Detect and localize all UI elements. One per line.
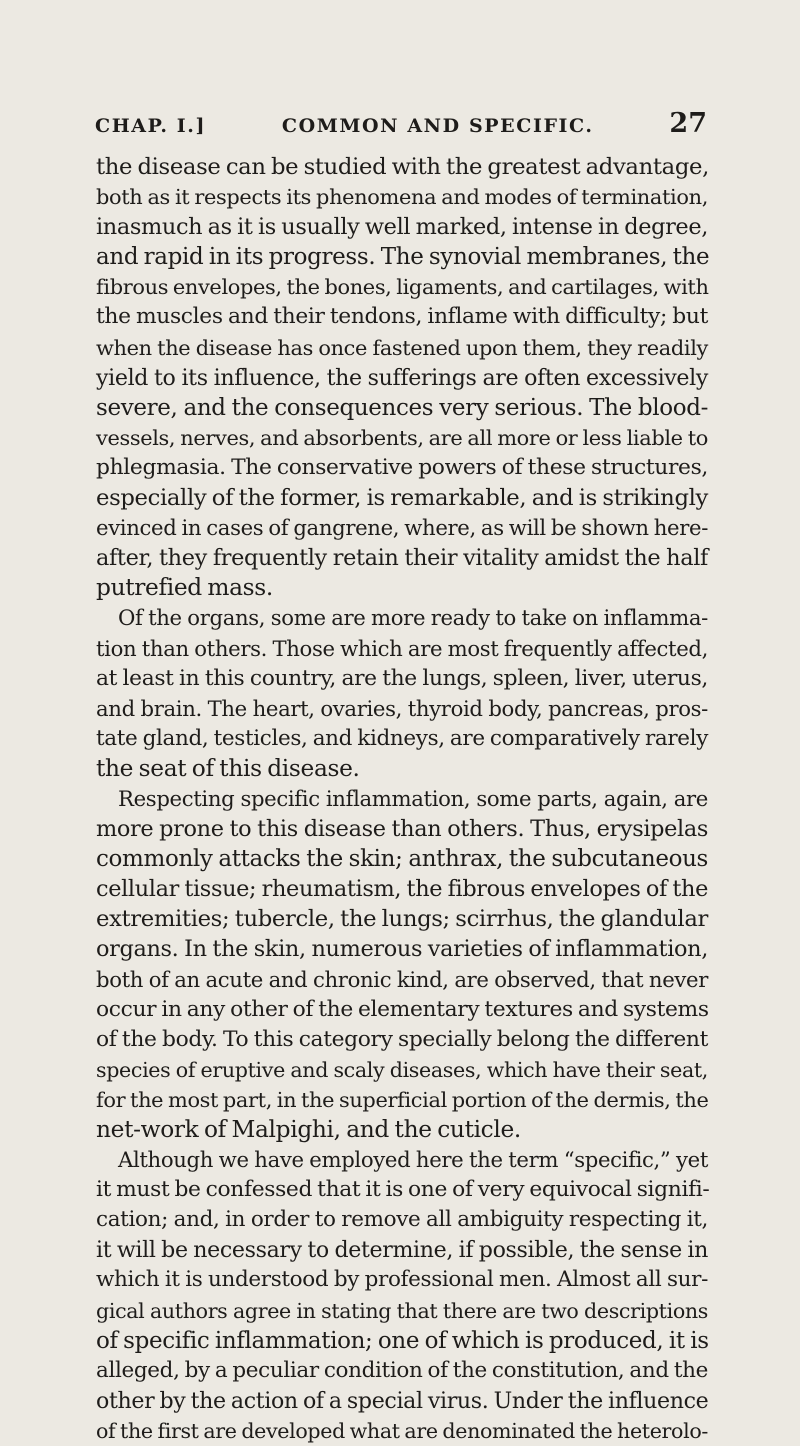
text-line: phlegmasia. The conservative powers of these structures, bbox=[96, 454, 708, 480]
text-line: after, they frequently retain their vitality amidst the half bbox=[96, 545, 708, 572]
text-line: and rapid in its progress. The synovial membranes, the bbox=[96, 244, 710, 271]
text-line: tion than others. Those which are most frequently affected, bbox=[96, 635, 708, 661]
text-line: it will be necessary to determine, if possible, the sense in bbox=[96, 1237, 708, 1264]
text-line: especially of the former, is remarkable, and is strikingly bbox=[96, 485, 708, 512]
text-line: alleged, by a peculiar condition of the constitution, and the bbox=[96, 1357, 708, 1383]
text-line: the muscles and their tendons, inflame with difficulty; but bbox=[96, 304, 708, 330]
text-line: cellular tissue; rheumatism, the fibrous envelopes of the bbox=[96, 876, 708, 903]
text-line: of the body. To this category specially belong the different bbox=[96, 1026, 708, 1052]
text-line: extremities; tubercle, the lungs; scirrhus, the glandular bbox=[96, 906, 708, 933]
text-line: for the most part, in the superficial portion of the dermis, the bbox=[96, 1087, 709, 1112]
text-line: tate gland, testicles, and kidneys, are comparatively rarely bbox=[96, 725, 708, 751]
text-line: the seat of this disease. bbox=[96, 754, 360, 782]
text-line: commonly attacks the skin; anthrax, the subcutaneous bbox=[96, 846, 708, 873]
text-line: of the first are developed what are denominated the heterolo- bbox=[96, 1418, 708, 1443]
text-line: evinced in cases of gangrene, where, as will be shown here- bbox=[96, 515, 708, 541]
text-line: other by the action of a special virus. Under the influence bbox=[96, 1387, 709, 1414]
chapter-label: CHAP. I.] bbox=[95, 115, 207, 137]
running-title: COMMON AND SPECIFIC. bbox=[281, 115, 594, 137]
body-text bbox=[96, 152, 708, 1446]
text-line: Respecting specific inflammation, some parts, again, are bbox=[118, 785, 708, 811]
text-line: at least in this country, are the lungs, spleen, liver, uterus, bbox=[96, 665, 708, 691]
text-line: both as it respects its phenomena and modes of termination, bbox=[96, 185, 708, 210]
text-line: yield to its influence, the sufferings are often excessively bbox=[96, 364, 708, 391]
text-line: species of eruptive and scaly diseases, which have their seat, bbox=[96, 1057, 708, 1082]
text-line: vessels, nerves, and absorbents, are all more or less liable to bbox=[96, 425, 708, 450]
text-line: fibrous envelopes, the bones, ligaments, and cartilages, with bbox=[96, 275, 709, 300]
text-line: of specific inflammation; one of which is produced, it is bbox=[96, 1327, 709, 1354]
text-line: organs. In the skin, numerous varieties of inflammation, bbox=[96, 936, 708, 963]
text-line: inasmuch as it is usually well marked, intense in degree, bbox=[96, 214, 708, 241]
text-line: net-work of Malpighi, and the cuticle. bbox=[96, 1116, 521, 1143]
text-line: severe, and the consequences very serious. The blood- bbox=[96, 394, 708, 421]
text-line: more prone to this disease than others. Thus, erysipelas bbox=[96, 816, 708, 843]
text-line: when the disease has once fastened upon them, they readily bbox=[96, 335, 708, 360]
text-line: occur in any other of the elementary textures and systems bbox=[96, 996, 709, 1022]
text-line: and brain. The heart, ovaries, thyroid body, pancreas, pros- bbox=[96, 695, 708, 721]
running-head bbox=[95, 108, 707, 142]
text-line: Although we have employed here the term “specific,” yet bbox=[118, 1147, 708, 1173]
text-line: it must be confessed that it is one of very equivocal signifi- bbox=[96, 1177, 710, 1203]
text-line: putrefied mass. bbox=[96, 574, 273, 602]
text-line: Of the organs, some are more ready to take on inflamma- bbox=[118, 605, 708, 631]
text-line: which it is understood by professional men. Almost all sur- bbox=[96, 1267, 708, 1293]
page-number: 27 bbox=[669, 108, 707, 139]
text-line: gical authors agree in stating that there are two descriptions bbox=[96, 1298, 708, 1323]
text-line: cation; and, in order to remove all ambiguity respecting it, bbox=[96, 1207, 708, 1233]
text-line: the disease can be studied with the greatest advantage, bbox=[96, 154, 709, 180]
text-line: both of an acute and chronic kind, are observed, that never bbox=[96, 966, 708, 992]
